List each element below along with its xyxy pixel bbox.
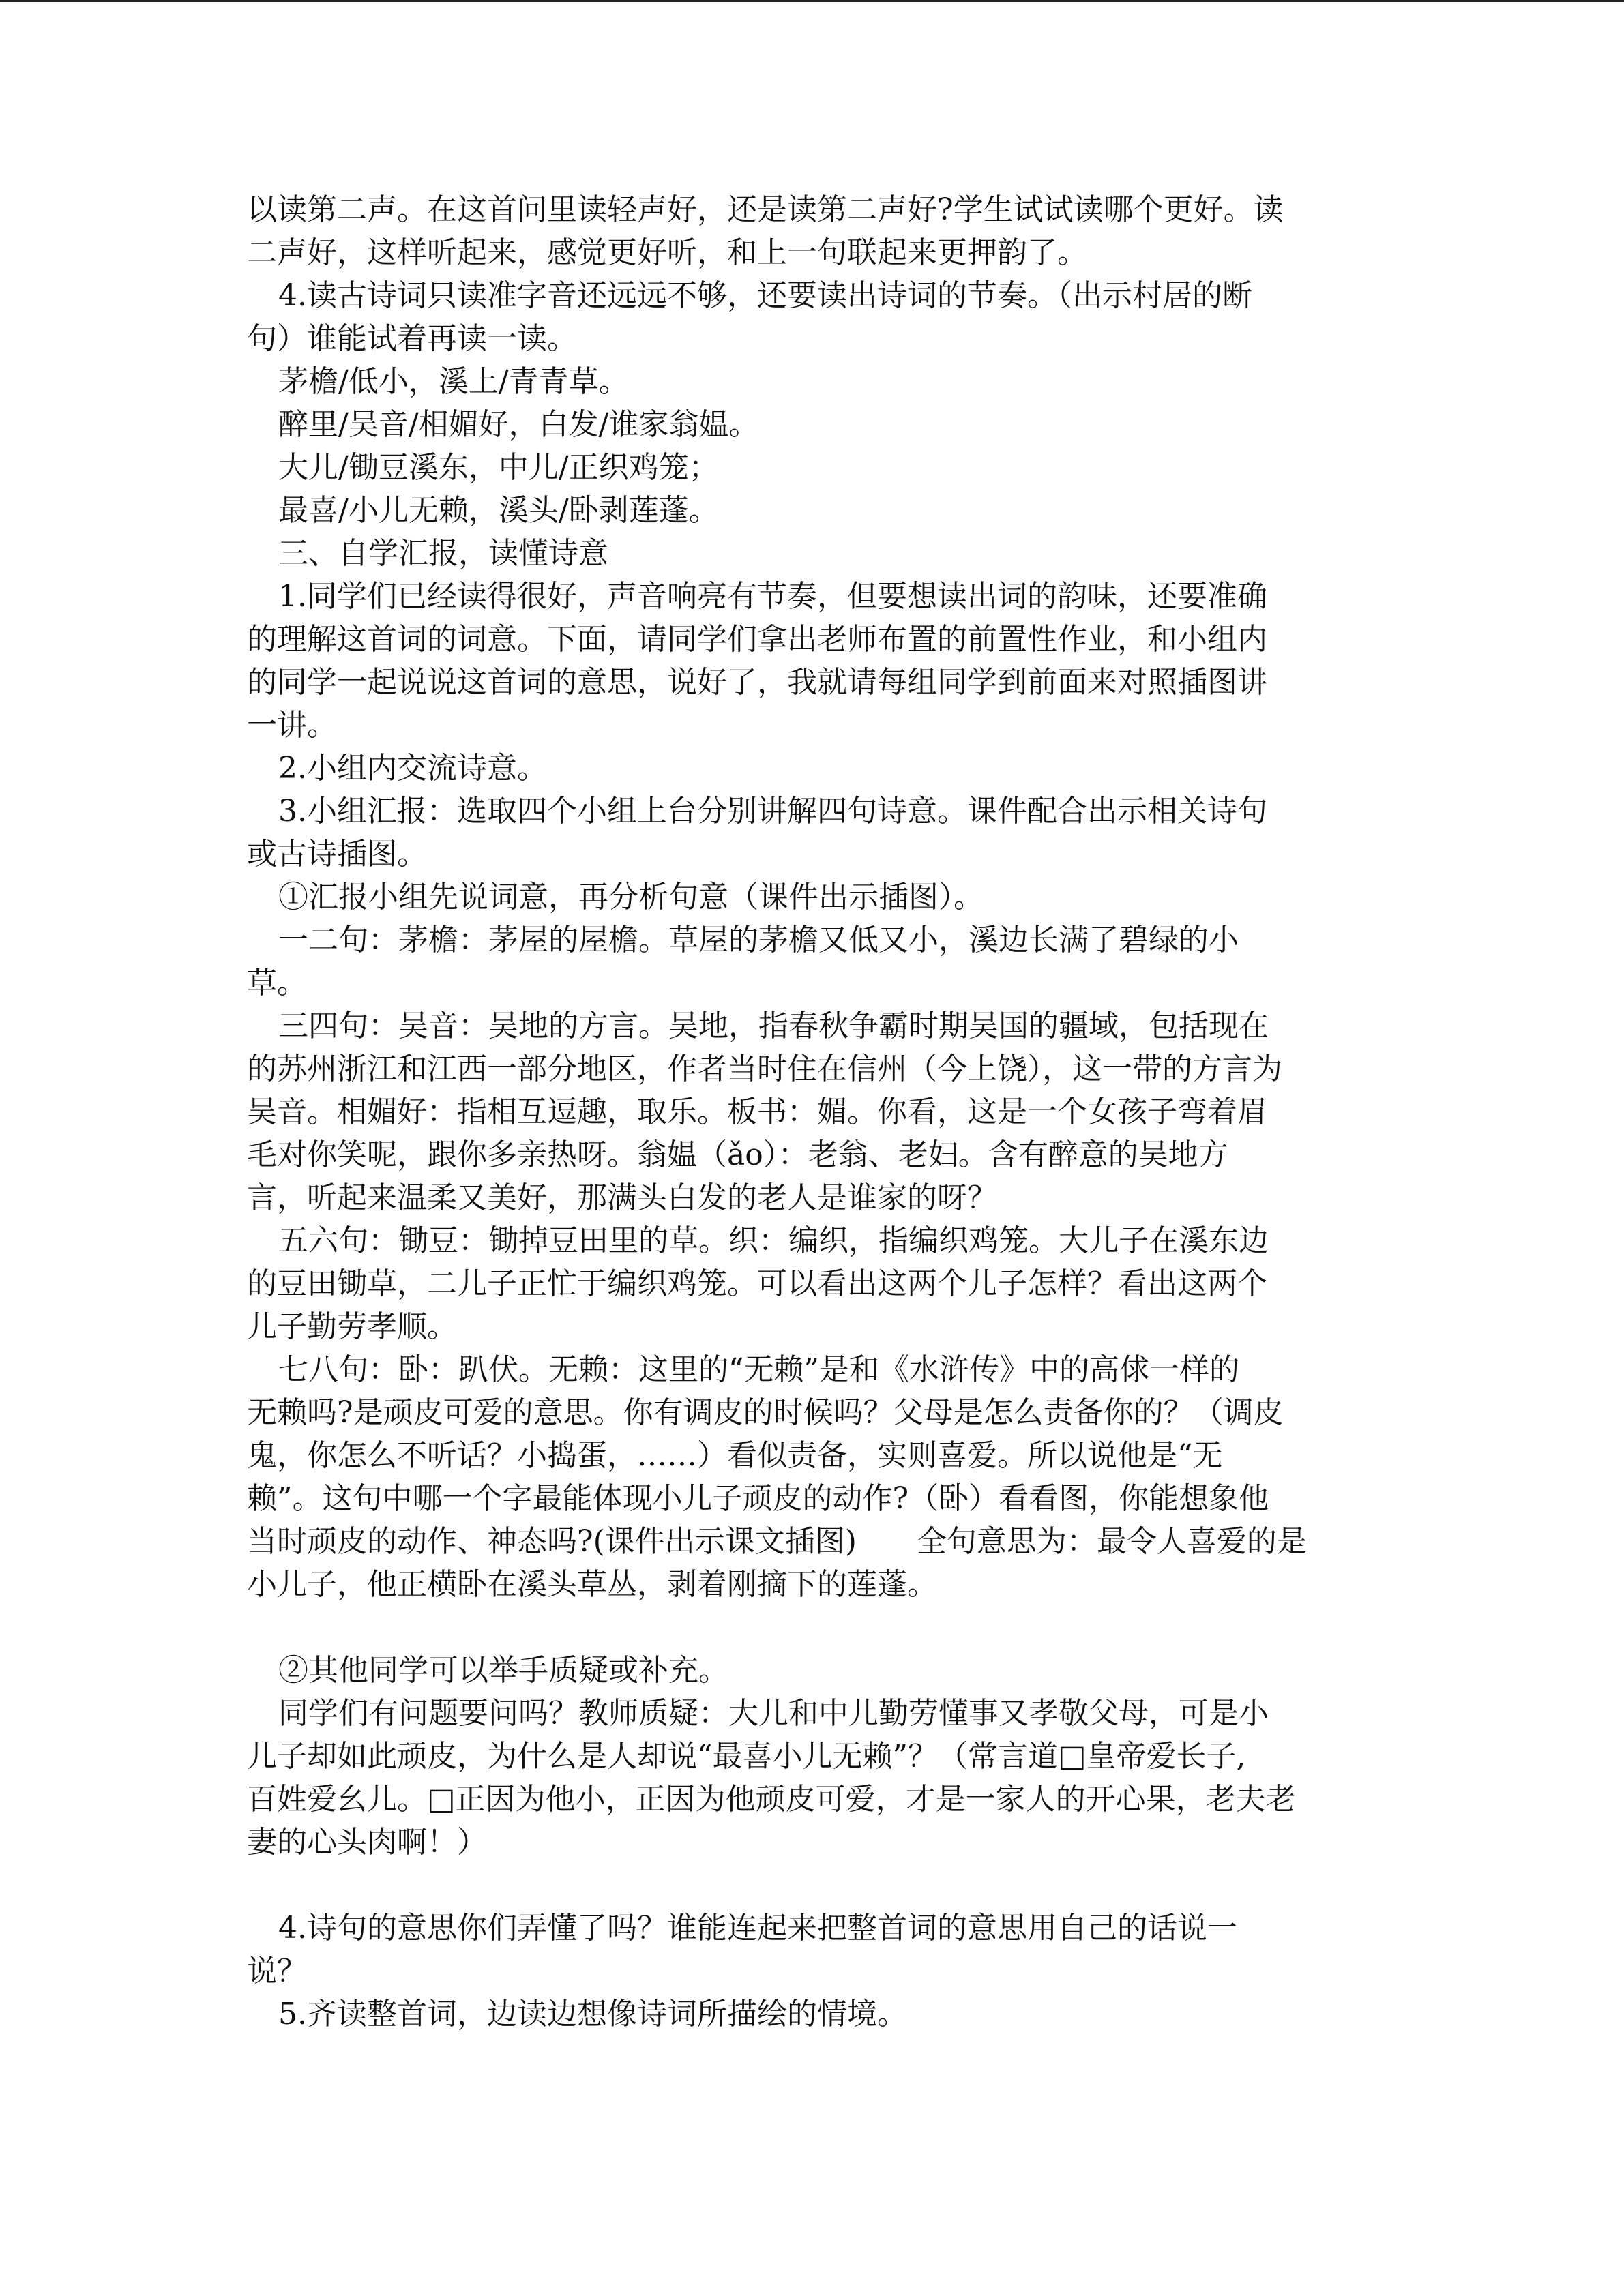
poem-line: 最喜/小儿无赖，溪头/卧剥莲蓬。 [278,493,719,528]
text-line: 当时顽皮的动作、神态吗?(课件出示课文插图) 全句意思为：最令人喜爱的是 [247,1524,1307,1559]
text-line: 妻的心头肉啊！） [247,1825,487,1860]
text-line: ②其他同学可以举手质疑或补充。 [278,1653,728,1688]
text-line: 或古诗插图。 [247,837,427,871]
text-line: 言，听起来温柔又美好，那满头白发的老人是谁家的呀？ [247,1180,997,1215]
text-line: 小儿子，他正横卧在溪头草丛，剥着刚摘下的莲蓬。 [247,1567,937,1602]
text-line: 五六句：锄豆：锄掉豆田里的草。织：编织，指编织鸡笼。大儿子在溪东边 [278,1223,1269,1258]
text-line: 吴音。相媚好：指相互逗趣，取乐。板书：媚。你看，这是一个女孩子弯着眉 [247,1094,1267,1129]
text-line: 5.齐读整首词，边读边想像诗词所描绘的情境。 [278,1997,907,2031]
blank-line [247,1606,1379,1649]
text-line: 4.诗句的意思你们弄懂了吗？谁能连起来把整首词的意思用自己的话说一 [278,1911,1237,1945]
page-top-border [0,0,1624,2]
text-line: 一讲。 [247,708,337,743]
text-line: 百姓爱幺儿。□正因为他小，正因为他顽皮可爱，才是一家人的开心果，老夫老 [247,1782,1296,1817]
text-line: 二声好，这样听起来，感觉更好听，和上一句联起来更押韵了。 [247,235,1087,270]
text-line: 鬼，你怎么不听话？小捣蛋，……）看似责备，实则喜爱。所以说他是“无 [247,1438,1223,1473]
text-line: 4.读古诗词只读准字音还远远不够，还要读出诗词的节奏。（出示村居的断 [278,278,1252,313]
text-line: 以读第二声。在这首问里读轻声好，还是读第二声好?学生试试读哪个更好。读 [247,192,1284,227]
text-line: 一二句：茅檐：茅屋的屋檐。草屋的茅檐又低又小，溪边长满了碧绿的小 [278,923,1239,957]
text-line: 毛对你笑呢，跟你多亲热呀。翁媪（ǎo）：老翁、老妇。含有醉意的吴地方 [247,1137,1228,1172]
text-line: 3.小组汇报：选取四个小组上台分别讲解四句诗意。课件配合出示相关诗句 [278,794,1267,829]
poem-line: 大儿/锄豆溪东，中儿/正织鸡笼； [278,450,719,485]
text-line: 的豆田锄草，二儿子正忙于编织鸡笼。可以看出这两个儿子怎样？看出这两个 [247,1266,1267,1301]
text-line: 儿子勤劳孝顺。 [247,1309,457,1344]
text-line: 2.小组内交流诗意。 [278,751,547,786]
text-line: 草。 [247,966,307,1000]
text-line: 无赖吗?是顽皮可爱的意思。你有调皮的时候吗？父母是怎么责备你的？（调皮 [247,1395,1284,1430]
text-line: 赖”。这句中哪一个字最能体现小儿子顽皮的动作?（卧）看看图，你能想象他 [247,1481,1269,1516]
section-heading: 三、自学汇报，读懂诗意 [278,536,608,571]
text-line: 儿子却如此顽皮，为什么是人却说“最喜小儿无赖”？（常言道□皇帝爱长子, [247,1739,1246,1774]
text-line: 的理解这首词的词意。下面，请同学们拿出老师布置的前置性作业，和小组内 [247,622,1267,657]
text-line: 的同学一起说说这首词的意思，说好了，我就请每组同学到前面来对照插图讲 [247,665,1267,700]
text-line: 说？ [247,1954,307,1988]
text-line: 句）谁能试着再读一读。 [247,321,577,356]
blank-line [247,1864,1379,1907]
text-line: ①汇报小组先说词意，再分析句意（课件出示插图）。 [278,880,984,914]
text-line: 1.同学们已经读得很好，声音响亮有节奏，但要想读出词的韵味，还要准确 [278,579,1267,614]
poem-line: 茅檐/低小，溪上/青青草。 [278,364,629,399]
document-body [247,188,1379,2036]
text-line: 三四句：吴音：吴地的方言。吴地，指春秋争霸时期吴国的疆域，包括现在 [278,1009,1269,1043]
poem-line: 醉里/吴音/相媚好，白发/谁家翁媪。 [278,407,759,442]
text-line: 的苏州浙江和江西一部分地区，作者当时住在信州（今上饶），这一带的方言为 [247,1052,1282,1086]
text-line: 七八句：卧：趴伏。无赖：这里的“无赖”是和《水浒传》中的高俅一样的 [278,1352,1239,1387]
text-line: 同学们有问题要问吗？教师质疑：大儿和中儿勤劳懂事又孝敬父母，可是小 [278,1696,1269,1731]
